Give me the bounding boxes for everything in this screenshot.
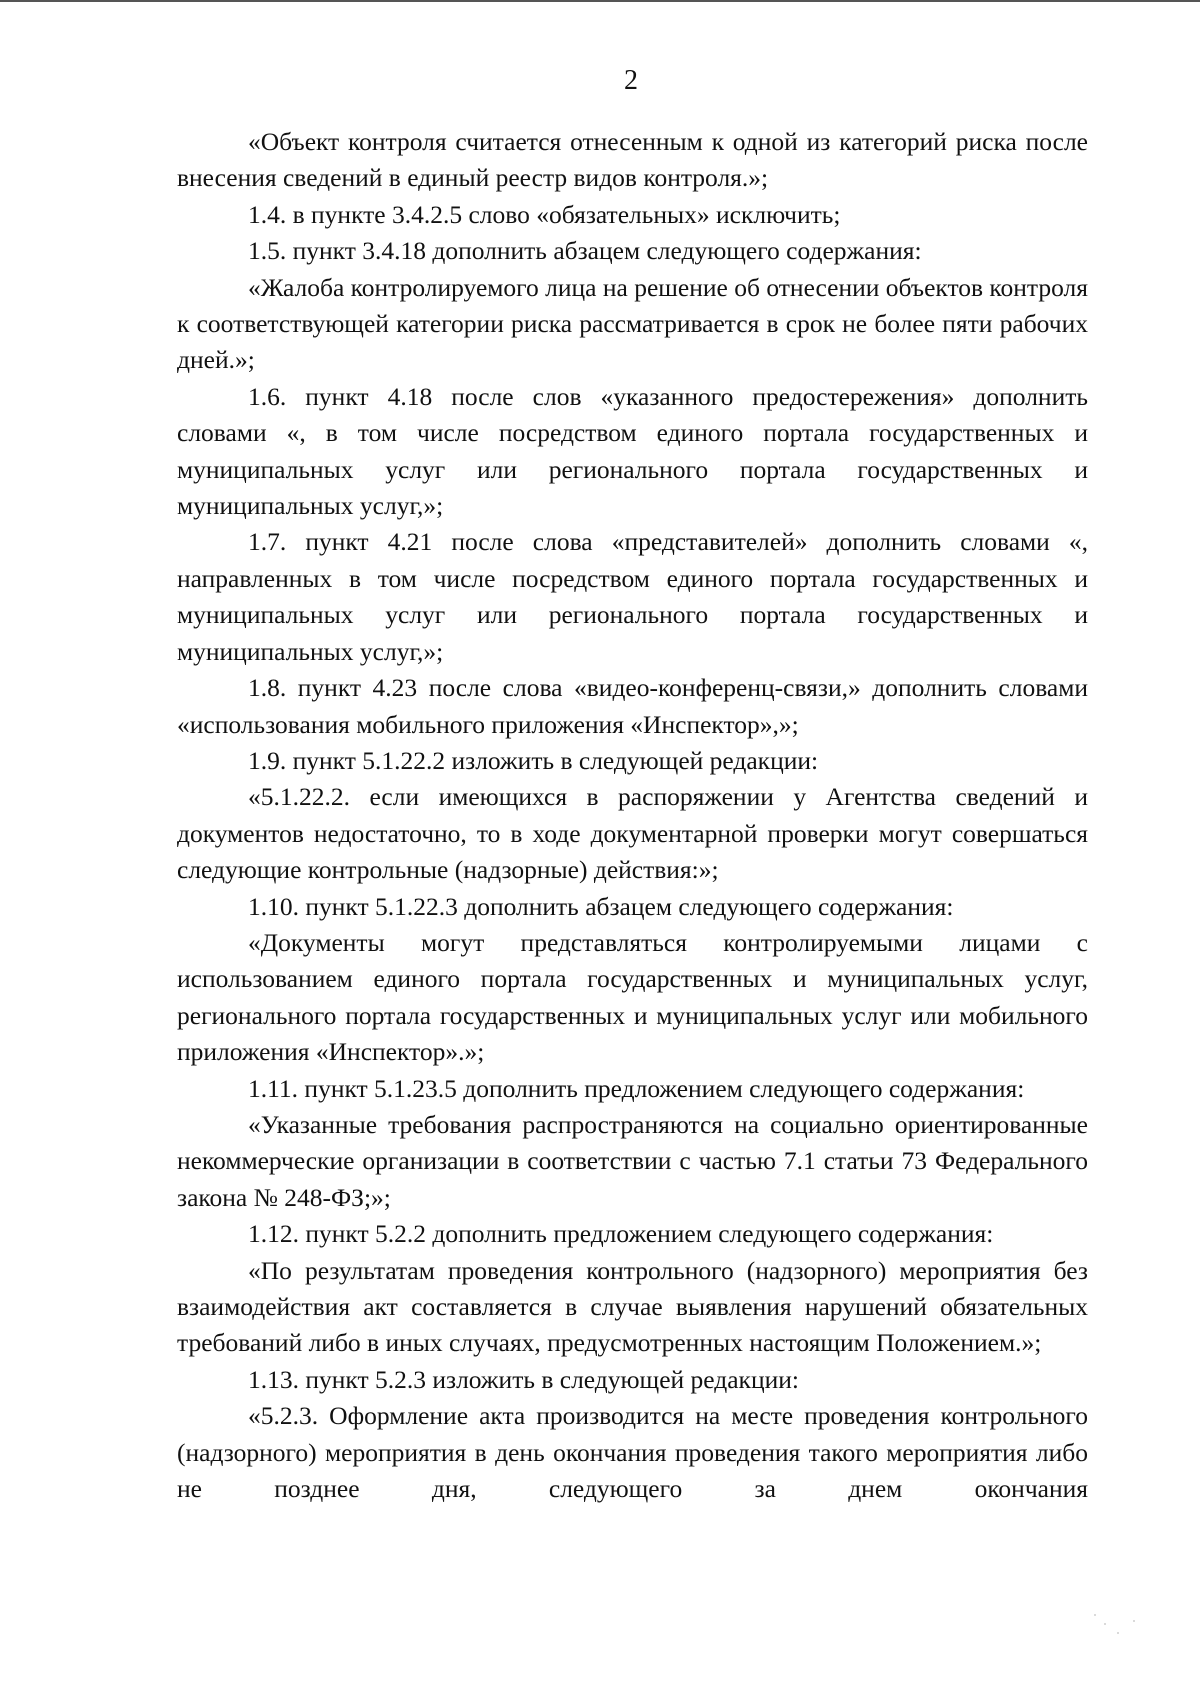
scan-speck <box>1104 1623 1106 1625</box>
paragraph-17: «5.2.3. Оформление акта производится на месте проведения контрольного (надзорного) мероприятия в день окончания проведения такого мероприятия либо не позднее дня, следующего за днем окончания <box>177 1401 1088 1504</box>
paragraph-4: «Жалоба контролируемого лица на решение об отнесении объектов контроля к соответствующей категории риска рассматривается в срок не более пяти рабочих дней.»; <box>177 272 1088 375</box>
page-number: 2 <box>624 65 638 96</box>
paragraph-15: «По результатам проведения контрольного (надзорного) мероприятия без взаимодействия акт составляется в случае выявления нарушений обязательных требований либо в иных случаях, предусмотренных настоящим Положением.»; <box>177 1255 1088 1358</box>
scan-speck <box>1133 1620 1135 1622</box>
paragraph-1: «Объект контроля считается отнесенным к одной из категорий риска после внесения сведений в единый реестр видов контроля.»; <box>177 127 1088 193</box>
paragraph-9: «5.1.22.2. если имеющихся в распоряжении у Агентства сведений и документов недостаточно, то в ходе документарной проверки могут совершаться следующие контрольные (надзорные) действия:»; <box>177 782 1088 885</box>
paragraph-10: 1.10. пункт 5.1.22.3 дополнить абзацем следующего содержания: <box>248 891 954 921</box>
paragraph-14: 1.12. пункт 5.2.2 дополнить предложением следующего содержания: <box>248 1219 994 1249</box>
paragraph-2: 1.4. в пункте 3.4.2.5 слово «обязательных» исключить; <box>248 199 841 229</box>
paragraph-16: 1.13. пункт 5.2.3 изложить в следующей редакции: <box>248 1364 799 1394</box>
paragraph-8: 1.9. пункт 5.1.22.2 изложить в следующей редакции: <box>248 745 819 775</box>
paragraph-13: «Указанные требования распространяются на социально ориентированные некоммерческие организации в соответствии с частью 7.1 статьи 73 Федерального закона № 248-ФЗ;»; <box>177 1109 1088 1212</box>
paragraph-11: «Документы могут представляться контролируемыми лицами с использованием единого портала государственных и муниципальных услуг, регионального портала государственных и муниципальных услуг или мобильного приложения «Инспектор».»; <box>177 927 1088 1067</box>
paragraph-12: 1.11. пункт 5.1.23.5 дополнить предложением следующего содержания: <box>248 1073 1025 1103</box>
scan-speck <box>1117 1632 1119 1634</box>
paragraph-3: 1.5. пункт 3.4.18 дополнить абзацем следующего содержания: <box>248 236 922 266</box>
paragraph-5: 1.6. пункт 4.18 после слов «указанного предостережения» дополнить словами «, в том числе посредством единого портала государственных и муниципальных услуг или регионального портала государственных и муниципальных услуг,»; <box>177 381 1088 521</box>
scan-speck <box>1094 1614 1096 1616</box>
paragraph-6: 1.7. пункт 4.21 после слова «представителей» дополнить словами «, направленных в том числе посредством единого портала государственных и муниципальных услуг или регионального портала государственных и муниципальных услуг,»; <box>177 527 1088 666</box>
document-body <box>177 124 1088 1507</box>
paragraph-7: 1.8. пункт 4.23 после слова «видео-конференц-связи,» дополнить словами «использования мобильного приложения «Инспектор»,»; <box>177 673 1088 739</box>
